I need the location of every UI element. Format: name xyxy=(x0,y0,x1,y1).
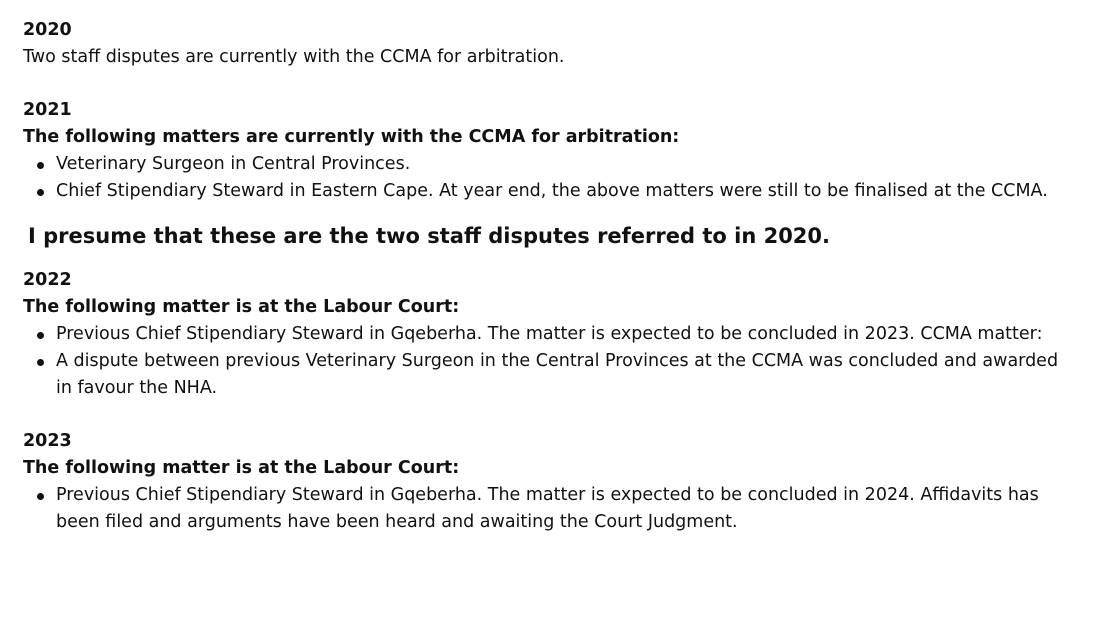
section-2020 xyxy=(23,17,1103,71)
section-heading: The following matter is at the Labour Court: xyxy=(23,297,460,317)
section-spacer xyxy=(23,71,1103,97)
list-item xyxy=(23,178,1066,205)
bullet-list xyxy=(23,151,1103,205)
bullet-list xyxy=(23,482,1103,536)
year-heading: 2023 xyxy=(23,431,72,451)
list-item-text: Veterinary Surgeon in Central Provinces. xyxy=(56,154,411,174)
year-heading: 2020 xyxy=(23,20,72,40)
section-spacer xyxy=(23,402,1103,428)
section-2022 xyxy=(23,267,1103,402)
bullet-icon xyxy=(37,162,44,169)
section-text: Two staff disputes are currently with the CCMA for arbitration. xyxy=(23,47,565,67)
document-page xyxy=(23,17,1103,536)
year-heading: 2022 xyxy=(23,270,72,290)
list-item-text: Chief Stipendiary Steward in Eastern Cape. At year end, the above matters were still to be finalised at the CCMA. xyxy=(56,181,1048,201)
list-item xyxy=(23,348,1066,402)
section-2023 xyxy=(23,428,1103,536)
section-heading: The following matter is at the Labour Court: xyxy=(23,458,460,478)
section-heading: The following matters are currently with the CCMA for arbitration: xyxy=(23,127,680,147)
bullet-icon xyxy=(37,493,44,500)
presumption-note: I presume that these are the two staff disputes referred to in 2020. xyxy=(28,224,831,248)
bullet-icon xyxy=(37,189,44,196)
list-item xyxy=(23,482,1066,536)
bullet-icon xyxy=(37,332,44,339)
section-2021 xyxy=(23,97,1103,205)
list-item-text: A dispute between previous Veterinary Surgeon in the Central Provinces at the CCMA was concluded and awarded in favour the NHA. xyxy=(56,351,1059,398)
list-item-text: Previous Chief Stipendiary Steward in Gqeberha. The matter is expected to be concluded in 2024. Affidavits has been filed and arguments have been heard and awaiting the Court Judgment. xyxy=(56,485,1039,532)
bullet-list xyxy=(23,321,1103,402)
year-heading: 2021 xyxy=(23,100,72,120)
list-item xyxy=(23,151,1066,178)
list-item xyxy=(23,321,1066,348)
bullet-icon xyxy=(37,359,44,366)
list-item-text: Previous Chief Stipendiary Steward in Gqeberha. The matter is expected to be concluded in 2023. CCMA matter: xyxy=(56,324,1043,344)
